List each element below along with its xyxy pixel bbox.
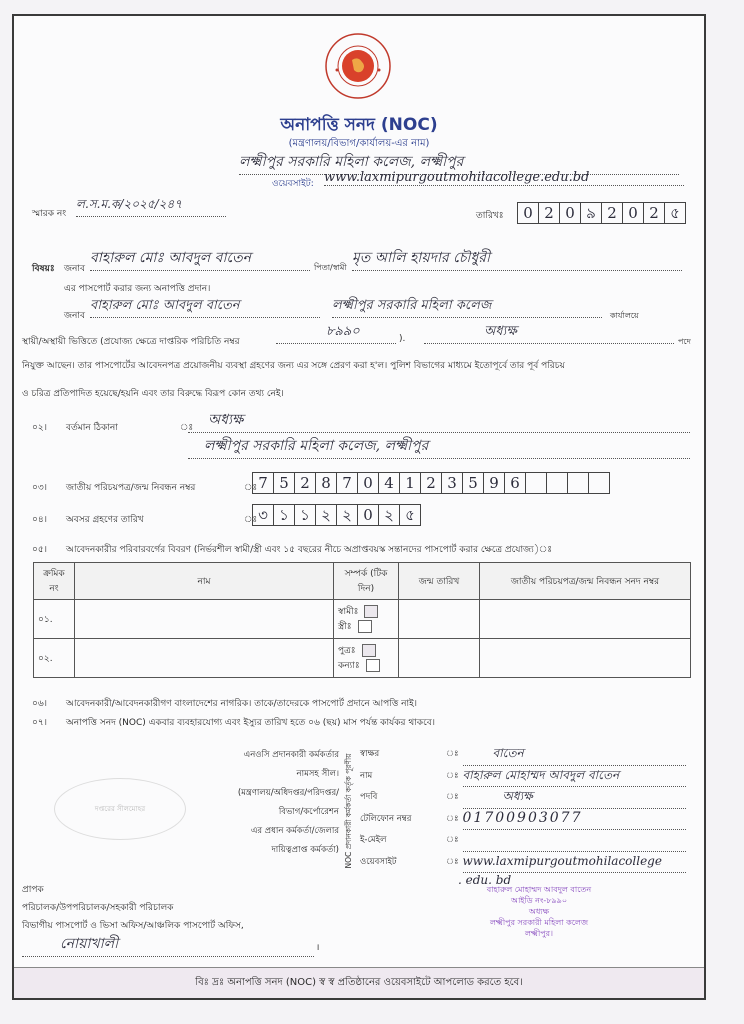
date-boxes[interactable] [517,202,686,224]
nid-digit: 5 [274,473,295,493]
field-label: নাম [360,770,373,781]
stamp-line: লক্ষ্মীপুর সরকারী মহিলা কলেজ [489,918,589,927]
colon: ঃ [446,749,459,759]
item-number: ০৬। [32,699,47,709]
footer-note-text: বিঃ দ্রঃ অনাপত্তি সনদ (NOC) স্ব স্ব প্রতিষ্ঠানের ওয়েবসাইটে আপলোড করতে হবে। [195,977,523,988]
subject-label: বিষয়ঃ [32,264,55,274]
address-line-1[interactable]: অধ্যক্ষ [188,408,690,433]
seal-placeholder-text: দপ্তরের সীলমোহর [94,805,146,813]
body-name-field[interactable]: বাহারুল মোঃ আবদুল বাতেন [90,296,320,318]
footer-note [14,967,704,998]
retire-digit: ২ [337,505,358,525]
permanent-text: স্থায়ী/অস্থায়ী ভিত্তিতে (প্রযোজ্য ক্ষেত্রে দাপ্তরিক পরিচিতি নম্বর [22,337,240,347]
retire-colon: ঃ [244,515,258,525]
nid-digit: 2 [295,473,316,493]
nid-colon: ঃ [244,483,258,493]
relation-label: কন্যাঃ [338,661,360,671]
row-nid-cell[interactable] [480,600,691,639]
colon: ঃ [446,770,459,781]
colon: ঃ [446,813,459,824]
nid-digit: 1 [400,473,421,493]
father-label: পিতা/স্বামী [314,263,347,272]
email-field[interactable] [463,830,687,852]
nid-digit: 6 [505,473,526,493]
table-row [34,600,691,639]
nid-digit: 8 [316,473,337,493]
passport-office-field[interactable]: নোয়াখালী [22,932,314,957]
row-serial: ০১. [34,600,75,639]
officer-field-labels [360,744,411,873]
colon: ঃ [446,835,459,845]
government-seal-icon [324,32,392,100]
telephone-field[interactable]: 01700903077 [463,809,687,831]
retire-digit: ১ [274,505,295,525]
body-mr-label: জনাব [64,311,86,321]
header-birth-date: জন্ম তারিখ [399,563,480,600]
retire-digit: ২ [316,505,337,525]
officer-left-line: এর প্রধান কর্মকর্তা/জেলার [250,826,339,836]
officer-left-line: নামসহ সীল। [296,769,339,779]
officer-stamp [464,884,614,939]
retire-digit: ৩ [253,505,274,525]
officer-left-line: (মন্ত্রণালয়/অধিদপ্তর/পরিদপ্তর/ [237,788,339,798]
date-digit: 2 [602,203,623,223]
retire-label: অবসর গ্রহণের তারিখ [66,515,144,525]
row-relation-cell [334,639,399,678]
header-relation: সম্পর্ক (টিক দিন) [334,563,399,600]
body-office-field[interactable]: লক্ষ্মীপুর সরকারি মহিলা কলেজ [332,296,602,318]
nid-digit [568,473,589,493]
website-field[interactable]: www.laxmipurgoutmohilacollege.edu.bd [324,170,684,186]
header-nid: জাতীয় পরিচয়পত্র/জন্ম নিবন্ধন সনদ নম্বর [480,563,691,600]
designation-field[interactable]: অধ্যক্ষ [424,322,674,344]
date-digit: 0 [623,203,644,223]
validity-statement: অনাপত্তি সনদ (NOC) একবার ব্যবহারযোগ্য এবং ইস্যুর তারিখ হতে ০৬ (ছয়) মাস পর্যন্ত কার্যকর থাকবে। [66,718,435,728]
page-title: অনাপত্তি সনদ (NOC) [280,115,438,135]
stamp-line: বাহারুল মোহাম্মদ আবদুল বাতেন [486,885,592,894]
retire-digit: ৫ [405,506,415,524]
date-digit: 2 [539,203,560,223]
office-seal-placeholder [54,778,186,840]
nid-digit: 2 [421,473,442,493]
office-name-field[interactable]: লক্ষ্মীপুর সরকারি মহিলা কলেজ, লক্ষ্মীপুর [239,150,679,175]
nid-digit [526,473,547,493]
field-label: ওয়েবসাইট [360,856,397,867]
officer-name-field[interactable]: বাহারুল মোহাম্মদ আবদুল বাতেন [463,766,687,788]
row-name-cell[interactable] [75,639,334,678]
relation-checkbox[interactable] [362,644,376,657]
office-suffix: কার্যালয়ে [610,311,639,320]
relation-checkbox[interactable] [366,659,380,672]
post-suffix: পদে [678,337,691,346]
date-digit: ৫ [670,204,680,222]
field-label: টেলিফোন নম্বর [360,813,412,824]
address-colon: ঃ [180,423,194,433]
row-name-cell[interactable] [75,600,334,639]
nid-digit: 4 [379,473,400,493]
stamp-line: আইডি নং-৮৯৯০ [510,896,568,905]
recipient-end: । [316,943,320,953]
subject-mr-label: জনাব [64,264,86,274]
retire-digit: ১ [295,505,316,525]
body-paragraph-2: ও চরিত্র প্রতিপাদিত হয়েছে/হয়নি এবং তার বিরুদ্ধে বিরূপ কোন তথ্য নেই। [22,389,284,399]
father-name-field[interactable]: মৃত আলি হায়দার চৌধুরী [352,246,682,271]
family-table [33,562,691,678]
header-name: নাম [75,563,334,600]
field-label: পদবি [360,792,378,802]
date-digit: 2 [644,203,665,223]
colon: ঃ [446,792,459,802]
id-close: ). [399,334,406,344]
address-label: বর্তমান ঠিকানা [66,423,118,433]
field-label: ই-মেইল [360,835,387,845]
officer-left-line: এনওসি প্রদানকারী কর্মকর্তার [243,750,339,760]
body-paragraph-1: নিযুক্ত আছেন। তার পাসপোর্টের আবেদনপত্র প্রয়োজনীয় ব্যবস্থা গ্রহণের জন্য এর সঙ্গে প্রেরণ করা হ'ল। পুলিশ বিভাগের মাধ্যমে ইতোপূর্বে তার পূর্ব পরিচয় [22,361,565,371]
officer-field-values [446,744,686,887]
date-label: তারিখঃ [476,211,504,221]
officer-left-line: দায়িত্বপ্রাপ্ত কর্মকর্তা) [271,845,339,855]
noc-form [12,14,706,1000]
ministry-subtitle: (মন্ত্রণালয়/বিভাগ/কার্যালয়-এর নাম) [288,138,430,149]
vertical-label [344,746,356,876]
nid-digit: 7 [253,473,274,493]
row-relation-cell [334,600,399,639]
nid-digit: 9 [484,473,505,493]
nid-digit [589,473,609,493]
recipient-label: প্রাপক [22,885,44,895]
retire-digit: ২ [379,505,400,525]
nid-digit: 7 [337,473,358,493]
address-line-2[interactable]: লক্ষ্মীপুর সরকারি মহিলা কলেজ, লক্ষ্মীপুর [188,434,690,459]
field-label: স্বাক্ষর [360,749,380,759]
row-birth-date-cell[interactable] [399,639,480,678]
relation-label: স্বামীঃ [338,607,359,617]
item-number: ০৩। [32,483,47,493]
officer-left-line: বিভাগ/কর্পোরেশন [278,807,339,817]
officer-left-block [194,746,339,860]
stamp-line: লক্ষ্মীপুর। [525,929,553,938]
signature-field[interactable]: বাতেন [463,744,687,766]
item-number: ০৫। [32,545,47,555]
subject-line2: এর পাসপোর্ট করার জন্য অনাপত্তি প্রদান। [64,284,211,294]
citizen-statement: আবেদনকারী/আবেদনকারীগণ বাংলাদেশের নাগরিক। তাকে/তাদেরকে পাসপোর্ট প্রদানে আপত্তি নাই। [66,699,418,709]
recipient-line-2: পরিচালক/উপপরিচালক/সহকারী পরিচালক [22,903,174,913]
row-birth-date-cell[interactable] [399,600,480,639]
row-nid-cell[interactable] [480,639,691,678]
nid-digit: 0 [358,473,379,493]
retire-digit: 0 [358,505,379,525]
stamp-line: অধ্যক্ষ [528,907,550,916]
website-continuation: . edu. bd [458,873,512,887]
relation-checkbox[interactable] [358,620,372,633]
nid-label: জাতীয় পরিচয়পত্র/জন্ম নিবন্ধন নম্বর [66,483,196,493]
website-label: ওয়েবসাইট: [272,179,314,189]
relation-label: স্ত্রীঃ [338,622,352,632]
memo-label: স্মারক নং [32,209,67,219]
item-number: ০৪। [32,515,47,525]
subject-name-field[interactable]: বাহারুল মোঃ আবদুল বাতেন [90,246,310,271]
memo-number-field[interactable]: ল.স.ম.ক/২০২৫/২৪৭ [76,196,226,217]
header-serial: ক্রমিক নং [34,563,75,600]
relation-checkbox[interactable] [364,605,378,618]
vertical-label-text: NOC প্রদানকারী কর্মকর্তা কর্তৃক পূরণীয় [344,753,353,869]
date-digit: ৯ [581,203,602,223]
table-header-row [34,563,691,600]
officer-website-field[interactable]: www.laxmipurgoutmohilacollege [463,852,687,874]
date-digit: 0 [560,203,581,223]
id-number-field[interactable]: ৮৯৯০ [276,322,396,344]
table-row [34,639,691,678]
row-serial: ০২. [34,639,75,678]
nid-digit [547,473,568,493]
designation-field[interactable]: অধ্যক্ষ [463,787,687,809]
item-number: ০২। [32,423,47,433]
date-digit: 0 [518,203,539,223]
nid-boxes[interactable] [252,472,610,494]
recipient-line-3: বিভাগীয় পাসপোর্ট ও ভিসা অফিস/আঞ্চলিক পাসপোর্ট অফিস, [22,921,244,931]
colon: ঃ [446,856,459,867]
relation-label: পুত্রঃ [338,646,356,656]
family-label: আবেদনকারীর পরিবারবর্গের বিবরণ (নির্ভরশীল স্বামী/স্ত্রী এবং ১৫ বছরের নীচে অপ্রাপ্তবয়স্ক সন্তানদের পাসপোর্ট করার ক্ষেত্রে প্রযোজ্য)ঃ [66,545,553,555]
item-number: ০৭। [32,718,47,728]
retire-date-boxes[interactable] [252,504,421,526]
nid-digit: 3 [442,473,463,493]
nid-digit: 5 [463,473,484,493]
